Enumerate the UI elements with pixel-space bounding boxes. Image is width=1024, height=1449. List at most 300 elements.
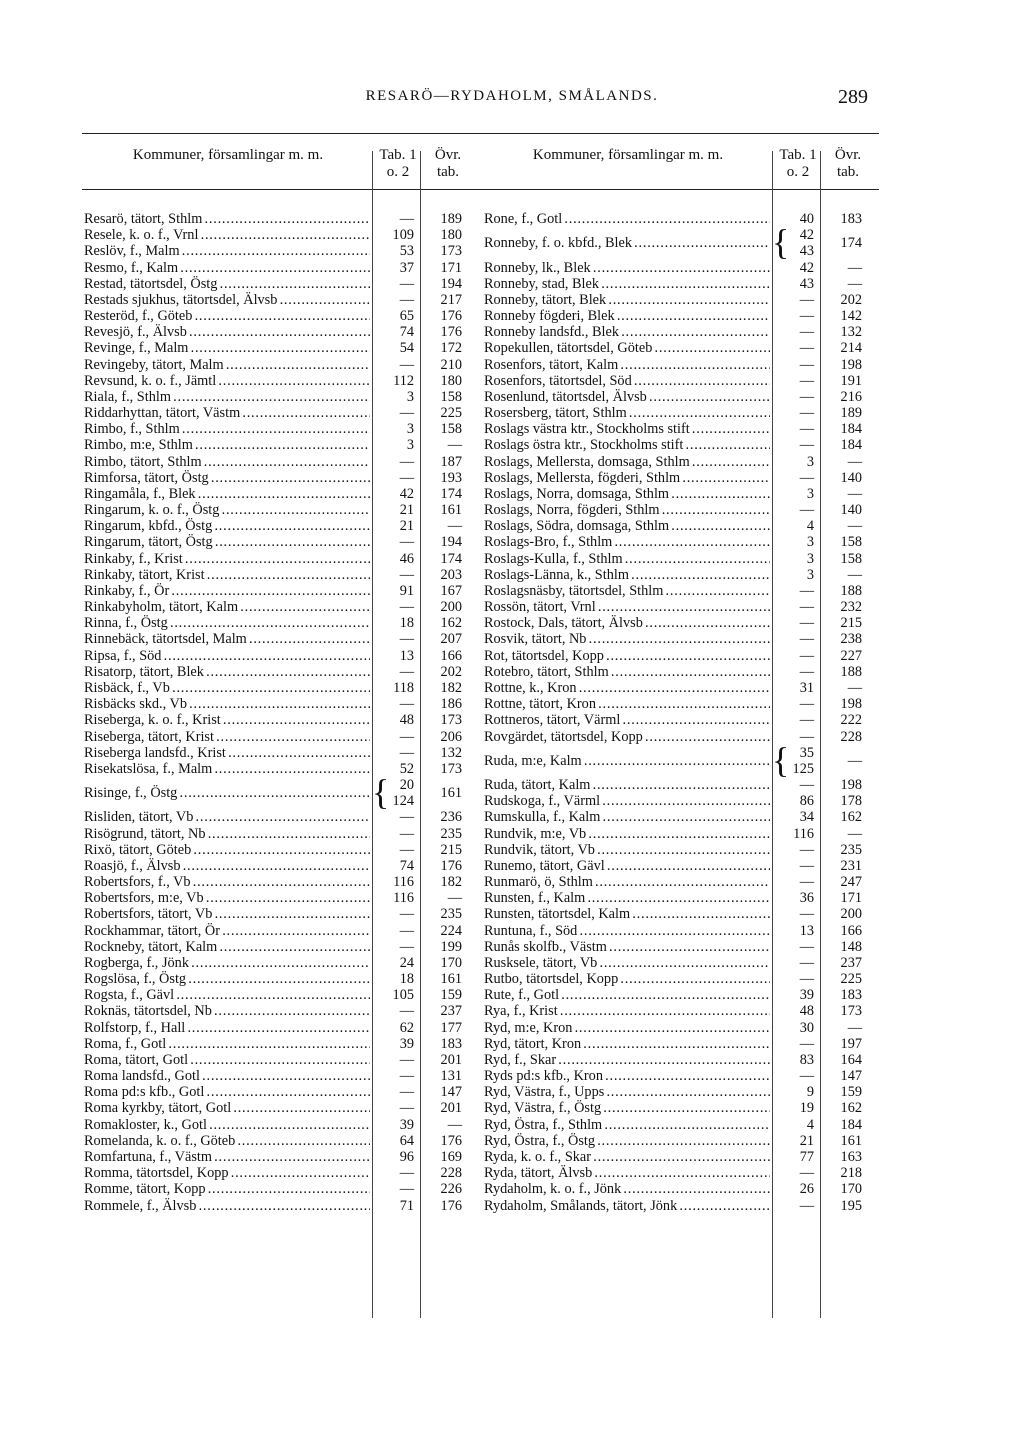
entry-row <box>482 222 882 263</box>
entry-name: Rydaholm, Smålands, tätort, Jönk . . . <box>484 1198 770 1214</box>
entry-row <box>82 470 482 486</box>
ovr-ref: — <box>847 518 862 535</box>
ovr-ref: 207 <box>440 631 462 648</box>
tab-ref: — <box>799 696 814 713</box>
ovr-ref: 191 <box>840 372 862 389</box>
ovr-ref: 176 <box>440 1197 462 1214</box>
tab-ref: 4 <box>806 518 814 535</box>
ovr-ref: — <box>847 485 862 502</box>
ovr-ref: 216 <box>840 388 862 405</box>
entry-row <box>82 534 482 550</box>
entry-row <box>82 772 482 813</box>
ovr-ref: 194 <box>440 275 462 292</box>
entry-row <box>482 664 882 680</box>
entry-row <box>482 1052 882 1068</box>
tab-ref: — <box>799 857 814 874</box>
ovr-ref: 203 <box>440 566 462 583</box>
entry-row <box>82 874 482 890</box>
entry-name: Rinkaby, f., Krist . . . <box>84 551 370 567</box>
ovr-ref: 132 <box>840 324 862 341</box>
entry-name: Rostock, Dals, tätort, Älvsb . . . <box>484 615 770 631</box>
entry-row <box>82 227 482 243</box>
tab-ref: 19 <box>799 1100 814 1117</box>
tab-ref: — <box>399 1051 414 1068</box>
entry-row <box>82 583 482 599</box>
entry-name: Rosersberg, tätort, Sthlm . . . <box>484 405 770 421</box>
entry-name: Rosenlund, tätortsdel, Älvsb . . . <box>484 389 770 405</box>
ovr-ref: 159 <box>840 1084 862 1101</box>
ovr-ref: — <box>447 437 462 454</box>
index-column-right <box>482 133 879 1318</box>
tab-ref: — <box>399 211 414 227</box>
ovr-ref: 184 <box>840 437 862 454</box>
tab-ref: — <box>799 841 814 858</box>
ovr-ref: 225 <box>440 405 462 422</box>
tab-ref: 37 <box>399 259 414 276</box>
entry-name: Rimforsa, tätort, Östg . . . <box>84 470 370 486</box>
entry-name: Resteröd, f., Göteb . . . <box>84 308 370 324</box>
ovr-ref: 132 <box>440 744 462 761</box>
tab-ref: 42 <box>799 227 814 244</box>
entry-name: Revsund, k. o. f., Jämtl . . . <box>84 373 370 389</box>
entry-name: Rogsta, f., Gävl . . . <box>84 987 370 1003</box>
ovr-ref: 171 <box>440 259 462 276</box>
tab-ref: 3 <box>406 421 414 438</box>
entry-row <box>82 923 482 939</box>
entry-name: Rommele, f., Älvsb . . . <box>84 1198 370 1214</box>
entry-name: Ryd, tätort, Kron . . . <box>484 1036 770 1052</box>
entry-name: Robertsfors, m:e, Vb . . . <box>84 890 370 906</box>
tab-ref: — <box>799 599 814 616</box>
ovr-ref: 231 <box>840 857 862 874</box>
ovr-ref: — <box>847 825 862 842</box>
tab-ref: — <box>399 728 414 745</box>
ovr-ref: 182 <box>440 874 462 891</box>
entry-name: Roma kyrkby, tätort, Gotl . . . <box>84 1100 370 1116</box>
ovr-ref: 189 <box>840 405 862 422</box>
entry-name: Ruda, tätort, Kalm . . . <box>484 777 770 793</box>
entry-name: Riseberga landsfd., Krist . . . <box>84 745 370 761</box>
entry-row <box>82 276 482 292</box>
entry-name: Rya, f., Krist . . . <box>484 1003 770 1019</box>
entry-row <box>482 308 882 324</box>
entry-name: Roslags-Länna, k., Sthlm . . . <box>484 567 770 583</box>
running-title: RESARÖ—RYDAHOLM, SMÅLANDS. <box>365 88 659 104</box>
entry-row <box>482 631 882 647</box>
ovr-ref: 193 <box>440 469 462 486</box>
tab-ref: — <box>799 502 814 519</box>
entry-row <box>482 373 882 389</box>
entry-name: Rixö, tätort, Göteb . . . <box>84 842 370 858</box>
entry-name: Restad, tätortsdel, Östg . . . <box>84 276 370 292</box>
entry-list <box>482 211 882 1214</box>
tab-ref: — <box>799 663 814 680</box>
entry-row <box>482 211 882 227</box>
ovr-ref: — <box>847 752 862 769</box>
entry-name: Ronneby, lk., Blek . . . <box>484 260 770 276</box>
tab-ref: 91 <box>399 582 414 599</box>
entry-name: Ropekullen, tätortsdel, Göteb . . . <box>484 340 770 356</box>
entry-row <box>482 454 882 470</box>
entry-name: Roslags, Norra, domsaga, Sthlm . . . <box>484 486 770 502</box>
ovr-ref: 226 <box>440 1181 462 1198</box>
entry-name: Resele, k. o. f., Vrnl . . . <box>84 227 370 243</box>
ovr-ref: 176 <box>440 308 462 325</box>
entry-row <box>482 890 882 906</box>
header-tab: Tab. 1 o. 2 <box>379 147 417 180</box>
entry-name: Resarö, tätort, Sthlm . . . <box>84 211 370 227</box>
entry-row <box>482 939 882 955</box>
tab-ref: — <box>399 1100 414 1117</box>
tab-ref: — <box>399 841 414 858</box>
entry-name: Ryd, Västra, f., Upps . . . <box>484 1084 770 1100</box>
entry-name: Riddarhyttan, tätort, Västm . . . <box>84 405 370 421</box>
tab-ref: 96 <box>399 1148 414 1165</box>
entry-name: Roslags, Mellersta, domsaga, Sthlm . . . <box>484 454 770 470</box>
entry-row <box>482 324 882 340</box>
entry-row <box>82 1084 482 1100</box>
ovr-ref: 173 <box>840 1003 862 1020</box>
tab-ref: 71 <box>399 1197 414 1214</box>
ovr-ref: 164 <box>840 1051 862 1068</box>
entry-name: Riseberga, k. o. f., Krist . . . <box>84 712 370 728</box>
entry-name: Runemo, tätort, Gävl . . . <box>484 858 770 874</box>
tab-ref: — <box>799 728 814 745</box>
ovr-ref: 170 <box>840 1181 862 1198</box>
ovr-ref: 195 <box>840 1197 862 1214</box>
tab-ref: 3 <box>406 388 414 405</box>
tab-ref: 3 <box>806 550 814 567</box>
tab-ref: 116 <box>393 890 414 907</box>
tab-ref: 42 <box>799 259 814 276</box>
header-name: Kommuner, församlingar m. m. <box>132 147 324 163</box>
entry-name: Riala, f., Sthlm . . . <box>84 389 370 405</box>
entry-row <box>82 518 482 534</box>
entry-row <box>82 1117 482 1133</box>
tab-ref: — <box>399 534 414 551</box>
entry-name: Romma, tätortsdel, Kopp . . . <box>84 1165 370 1181</box>
entry-name: Roslags, Norra, fögderi, Sthlm . . . <box>484 502 770 518</box>
entry-row <box>82 551 482 567</box>
tab-ref: — <box>799 340 814 357</box>
entry-row <box>482 1068 882 1084</box>
ovr-ref: — <box>447 890 462 907</box>
tab-ref: — <box>799 291 814 308</box>
entry-name: Revesjö, f., Älvsb . . . <box>84 324 370 340</box>
entry-row <box>482 389 882 405</box>
entry-name: Roslags västra ktr., Stockholms stift . . . <box>484 421 770 437</box>
entry-name: Rute, f., Gotl . . . <box>484 987 770 1003</box>
ovr-ref: 218 <box>840 1165 862 1182</box>
entry-row <box>482 1133 882 1149</box>
tab-ref: 48 <box>799 1003 814 1020</box>
ovr-ref: 170 <box>440 954 462 971</box>
tab-ref: — <box>799 421 814 438</box>
entry-row <box>482 260 882 276</box>
entry-row <box>482 470 882 486</box>
ovr-ref: 232 <box>840 599 862 616</box>
tab-ref: — <box>799 437 814 454</box>
entry-name: Rinna, f., Östg . . . <box>84 615 370 631</box>
entry-name: Roslags, Södra, domsaga, Sthlm . . . <box>484 518 770 534</box>
ovr-ref: 167 <box>440 582 462 599</box>
tab-ref: — <box>799 388 814 405</box>
tab-ref: — <box>399 599 414 616</box>
entry-name: Romfartuna, f., Västm . . . <box>84 1149 370 1165</box>
entry-row <box>482 1198 882 1214</box>
ovr-ref: 162 <box>840 1100 862 1117</box>
tab-ref: — <box>799 647 814 664</box>
tab-ref: 43 <box>799 275 814 292</box>
entry-row <box>82 664 482 680</box>
entry-row <box>82 761 482 777</box>
entry-name: Runtuna, f., Söd . . . <box>484 923 770 939</box>
entry-row <box>82 486 482 502</box>
entry-row <box>82 1165 482 1181</box>
entry-name: Roma landsfd., Gotl . . . <box>84 1068 370 1084</box>
ovr-ref: — <box>847 680 862 696</box>
entry-row <box>82 308 482 324</box>
ovr-ref: 235 <box>440 825 462 842</box>
brace-glyph: { <box>772 739 790 780</box>
tab-ref: — <box>399 938 414 955</box>
entry-name: Rosenfors, tätortsdel, Söd . . . <box>484 373 770 389</box>
entry-row <box>482 971 882 987</box>
ovr-ref: 147 <box>840 1068 862 1085</box>
tab-ref: — <box>799 308 814 325</box>
ovr-ref: 194 <box>440 534 462 551</box>
ovr-ref: 228 <box>840 728 862 745</box>
entry-row <box>82 1198 482 1214</box>
entry-row <box>82 260 482 276</box>
tab-ref: 62 <box>399 1019 414 1036</box>
entry-row <box>82 1003 482 1019</box>
ovr-ref: 159 <box>440 987 462 1004</box>
entry-name: Roma pd:s kfb., Gotl . . . <box>84 1084 370 1100</box>
entry-row <box>482 1149 882 1165</box>
tab-ref: — <box>399 1165 414 1182</box>
entry-row <box>82 1100 482 1116</box>
ovr-ref: 237 <box>440 1003 462 1020</box>
entry-name: Roma, tätort, Gotl . . . <box>84 1052 370 1068</box>
entry-row <box>82 454 482 470</box>
header-ovr: Övr. tab. <box>834 147 862 180</box>
tab-ref: 3 <box>806 485 814 502</box>
entry-name: Rimbo, tätort, Sthlm . . . <box>84 454 370 470</box>
entry-row <box>482 826 882 842</box>
entry-row <box>482 567 882 583</box>
ovr-ref: 184 <box>840 421 862 438</box>
tab-ref: — <box>399 1003 414 1020</box>
tab-ref: 64 <box>399 1132 414 1149</box>
tab-ref: — <box>799 405 814 422</box>
tab-ref: 86 <box>799 793 814 810</box>
entry-row <box>482 712 882 728</box>
ovr-ref: 202 <box>840 291 862 308</box>
entry-name: Rogberga, f., Jönk . . . <box>84 955 370 971</box>
ovr-ref: 142 <box>840 308 862 325</box>
entry-list <box>82 211 482 1214</box>
entry-name: Rone, f., Gotl . . . <box>484 211 770 227</box>
entry-name: Ringamåla, f., Blek . . . <box>84 486 370 502</box>
ovr-ref: 198 <box>840 356 862 373</box>
entry-name: Ryd, f., Skar . . . <box>484 1052 770 1068</box>
tab-ref-second: 125 <box>792 760 814 777</box>
ovr-ref: 197 <box>840 1035 862 1052</box>
tab-ref: — <box>399 663 414 680</box>
entry-row <box>482 1117 882 1133</box>
ovr-ref: — <box>847 453 862 470</box>
ovr-ref: 140 <box>840 502 862 519</box>
entry-name: Risbäcks skd., Vb . . . <box>84 696 370 712</box>
tab-ref: — <box>399 405 414 422</box>
tab-ref: 3 <box>806 453 814 470</box>
tab-ref: — <box>399 825 414 842</box>
ovr-ref: 225 <box>840 971 862 988</box>
tab-ref-second: 124 <box>392 793 414 810</box>
entry-row <box>82 1020 482 1036</box>
entry-name: Rockhammar, tätort, Ör . . . <box>84 923 370 939</box>
tab-ref: — <box>399 922 414 939</box>
tab-ref: 74 <box>399 324 414 341</box>
tab-ref: — <box>799 469 814 486</box>
entry-name: Rovgärdet, tätortsdel, Kopp . . . <box>484 729 770 745</box>
ovr-ref: 158 <box>840 550 862 567</box>
entry-name: Ronneby fögderi, Blek . . . <box>484 308 770 324</box>
entry-name: Ronneby, stad, Blek . . . <box>484 276 770 292</box>
entry-name: Roslags, Mellersta, fögderi, Sthlm . . . <box>484 470 770 486</box>
tab-ref: — <box>799 1035 814 1052</box>
entry-name: Roslagsnäsby, tätortsdel, Sthlm . . . <box>484 583 770 599</box>
ovr-ref: 188 <box>840 663 862 680</box>
entry-row <box>482 648 882 664</box>
entry-row <box>482 1165 882 1181</box>
entry-name: Risögrund, tätort, Nb . . . <box>84 826 370 842</box>
tab-ref: — <box>399 453 414 470</box>
ovr-ref: — <box>447 518 462 535</box>
entry-name: Roslags östra ktr., Stockholms stift . . . <box>484 437 770 453</box>
tab-ref: — <box>399 744 414 761</box>
ovr-ref: 177 <box>440 1019 462 1036</box>
ovr-ref: 247 <box>840 874 862 891</box>
entry-row <box>82 1149 482 1165</box>
entry-row <box>482 405 882 421</box>
entry-name: Robertsfors, f., Vb . . . <box>84 874 370 890</box>
entry-name: Runås skolfb., Västm . . . <box>484 939 770 955</box>
entry-row <box>82 809 482 825</box>
ovr-ref: 182 <box>440 679 462 696</box>
tab-ref: 42 <box>399 485 414 502</box>
ovr-ref: 183 <box>840 987 862 1004</box>
tab-ref: — <box>799 971 814 988</box>
entry-row <box>82 324 482 340</box>
tab-ref: — <box>799 615 814 632</box>
entry-row <box>482 437 882 453</box>
tab-ref: — <box>399 1084 414 1101</box>
entry-name: Rutbo, tätortsdel, Kopp . . . <box>484 971 770 987</box>
entry-name: Ronneby, tätort, Blek . . . <box>484 292 770 308</box>
ovr-ref: 222 <box>840 712 862 729</box>
tab-ref: 118 <box>393 679 414 696</box>
entry-name: Risekatslösa, f., Malm . . . <box>84 761 370 777</box>
entry-name: Rimbo, f., Sthlm . . . <box>84 421 370 437</box>
entry-row <box>482 357 882 373</box>
tab-ref: — <box>399 275 414 292</box>
ovr-ref: 180 <box>440 372 462 389</box>
tab-ref: — <box>799 954 814 971</box>
entry-name: Resmo, f., Kalm . . . <box>84 260 370 276</box>
entry-name: Ryd, Östra, f., Östg . . . <box>484 1133 770 1149</box>
entry-row <box>82 389 482 405</box>
entry-name: Revingeby, tätort, Malm . . . <box>84 357 370 373</box>
entry-name: Runsten, tätortsdel, Kalm . . . <box>484 906 770 922</box>
ovr-ref: 174 <box>440 485 462 502</box>
entry-name: Ringarum, kbfd., Östg . . . <box>84 518 370 534</box>
tab-ref: 39 <box>399 1116 414 1133</box>
tab-ref: 74 <box>399 857 414 874</box>
ovr-ref: 166 <box>840 922 862 939</box>
entry-row <box>482 551 882 567</box>
entry-row <box>82 890 482 906</box>
tab-ref: 35 <box>799 744 814 761</box>
entry-row <box>482 1084 882 1100</box>
ovr-ref: 163 <box>840 1149 862 1165</box>
tab-ref: 83 <box>799 1051 814 1068</box>
entry-row <box>482 1036 882 1052</box>
entry-name: Ryd, Västra, f., Östg . . . <box>484 1100 770 1116</box>
ovr-ref: 178 <box>840 793 862 810</box>
entry-row <box>82 1181 482 1197</box>
entry-name: Rudskoga, f., Värml . . . <box>484 793 770 809</box>
tab-ref: — <box>799 356 814 373</box>
ovr-ref: — <box>847 259 862 276</box>
ovr-ref: 227 <box>840 647 862 664</box>
ovr-ref: 173 <box>440 760 462 777</box>
entry-name: Runmarö, ö, Sthlm . . . <box>484 874 770 890</box>
entry-name: Rinkabyholm, tätort, Kalm . . . <box>84 599 370 615</box>
tab-ref: 21 <box>399 502 414 519</box>
entry-name: Riseberga, tätort, Krist . . . <box>84 729 370 745</box>
tab-ref: 21 <box>799 1132 814 1149</box>
entry-row <box>482 729 882 745</box>
ovr-ref: 158 <box>440 421 462 438</box>
tab-ref: — <box>799 712 814 729</box>
entry-row <box>482 906 882 922</box>
header-name: Kommuner, församlingar m. m. <box>532 147 724 163</box>
entry-name: Rossön, tätort, Vrnl . . . <box>484 599 770 615</box>
ovr-ref: 148 <box>840 938 862 955</box>
ovr-ref: 161 <box>840 1132 862 1149</box>
tab-ref: 31 <box>799 680 814 696</box>
tab-ref: — <box>399 809 414 826</box>
entry-name: Risatorp, tätort, Blek . . . <box>84 664 370 680</box>
entry-name: Rockneby, tätort, Kalm . . . <box>84 939 370 955</box>
entry-name: Ringarum, tätort, Östg . . . <box>84 534 370 550</box>
ovr-ref: 235 <box>440 906 462 923</box>
entry-row <box>482 1003 882 1019</box>
index-column-left <box>82 133 482 1318</box>
tab-ref: 36 <box>799 890 814 907</box>
tab-ref: 39 <box>799 987 814 1004</box>
tab-ref: 9 <box>806 1084 814 1101</box>
tab-ref: 112 <box>393 372 414 389</box>
entry-name: Roslags-Bro, f., Sthlm . . . <box>484 534 770 550</box>
entry-row <box>82 858 482 874</box>
entry-row <box>82 1036 482 1052</box>
entry-row <box>482 502 882 518</box>
ovr-ref: 161 <box>440 502 462 519</box>
entry-row <box>82 1068 482 1084</box>
